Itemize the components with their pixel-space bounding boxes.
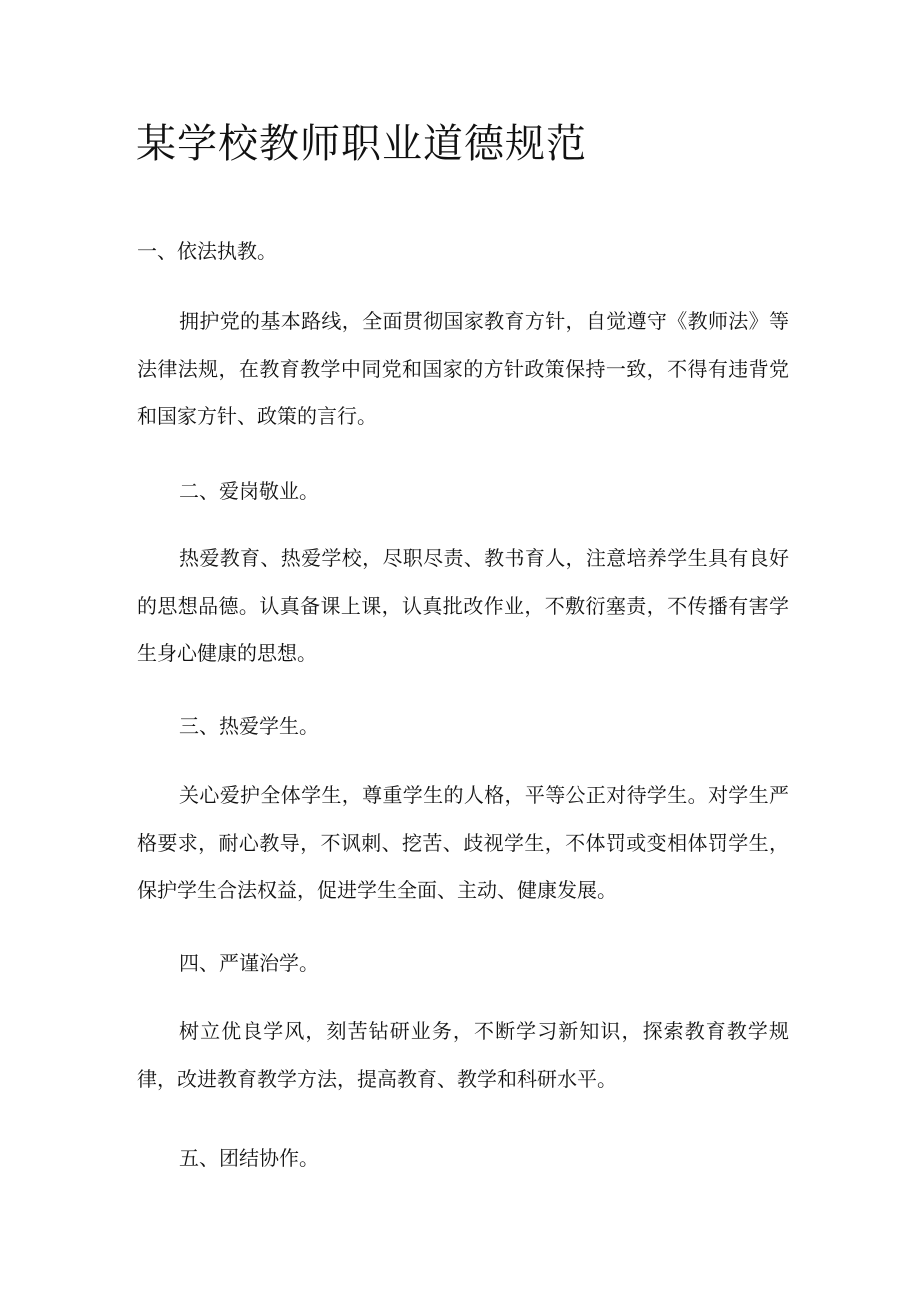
section-heading-5: 五、团结协作。 <box>179 1146 319 1170</box>
document-title: 某学校教师职业道德规范 <box>136 121 587 167</box>
section-heading-3: 三、热爱学生。 <box>179 714 319 738</box>
section-heading-1: 一、依法执教。 <box>137 239 277 263</box>
section-body-2: 热爱教育、热爱学校，尽职尽责、教书育人，注意培养学生具有良好的思想品德。认真备课上课，认真批改作业，不敷衍塞责，不传播有害学生身心健康的思想。 <box>137 546 789 665</box>
section-body-4: 树立优良学风，刻苦钻研业务，不断学习新知识，探索教育教学规律，改进教育教学方法，提高教育、教学和科研水平。 <box>137 1019 789 1091</box>
section-body-3: 关心爱护全体学生，尊重学生的人格，平等公正对待学生。对学生严格要求，耐心教导，不讽刺、挖苦、歧视学生，不体罚或变相体罚学生，保护学生合法权益，促进学生全面、主动、健康发展。 <box>137 783 789 902</box>
section-heading-2: 二、爱岗敬业。 <box>179 479 319 503</box>
section-heading-4: 四、严谨治学。 <box>179 951 319 975</box>
section-body-1: 拥护党的基本路线，全面贯彻国家教育方针，自觉遵守《教师法》等法律法规，在教育教学中同党和国家的方针政策保持一致，不得有违背党和国家方针、政策的言行。 <box>137 309 789 428</box>
